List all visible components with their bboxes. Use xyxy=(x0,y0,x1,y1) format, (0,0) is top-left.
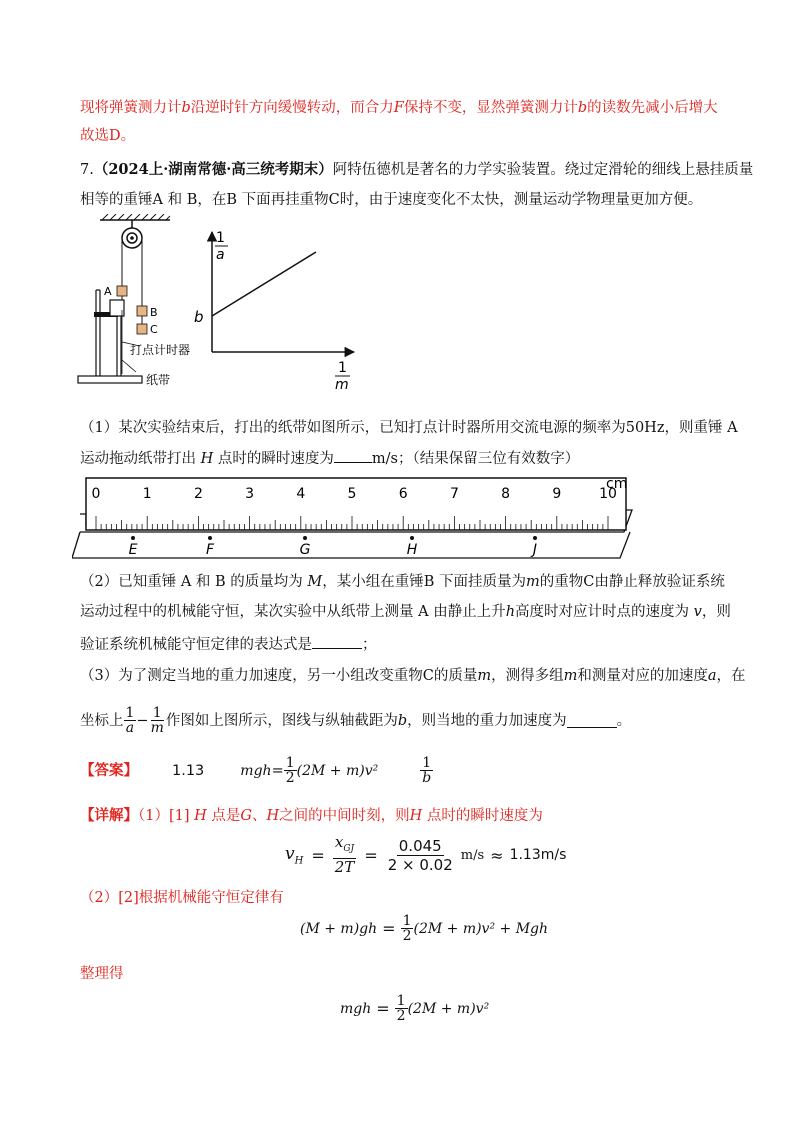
detail-text-2: 点是 xyxy=(206,808,241,824)
eq3-half xyxy=(395,994,408,1023)
answer-rhs: (2M + m)v² xyxy=(296,762,379,779)
frac-den: b xyxy=(422,770,432,786)
x-label-den: m xyxy=(335,377,349,392)
ruler-tick-label: 1 xyxy=(142,486,152,502)
var-b: b xyxy=(181,100,191,116)
tape-dot xyxy=(410,536,414,540)
ruler-tick-label: 8 xyxy=(501,486,511,502)
part2-text-1: （2）已知重锤 A 和 B 的质量均为 xyxy=(80,574,308,590)
prev-text-2: 沿逆时针方向缓慢转动，而合力 xyxy=(190,100,394,116)
answer-half xyxy=(284,756,297,785)
answer-label: 【答案】 xyxy=(80,761,138,779)
ruler-tick-label: 7 xyxy=(449,486,459,502)
detail-text-3: 、 xyxy=(251,808,267,824)
frac-den: a xyxy=(125,720,135,736)
question-stem-line-1 xyxy=(80,160,753,180)
var-a: a xyxy=(707,668,717,684)
answer-blank-2[interactable] xyxy=(312,634,362,649)
frac-num: 1 xyxy=(285,755,295,771)
ruler-tick-label: 10 xyxy=(599,486,617,502)
part3-text-1: （3）为了测定当地的重力加速度，另一小组改变重物C的质量 xyxy=(80,668,478,684)
question-stem-line-2: 相等的重锤A 和 B，在B 下面再挂重物C时，由于速度变化不太快，测量运动学物理量更加方便。 xyxy=(80,192,703,208)
var-H: H xyxy=(200,451,214,467)
fraction-1-over-m xyxy=(149,706,166,735)
eq2-lhs: (M + m)gh xyxy=(300,920,378,937)
eq1-den2: 2 × 0.02 xyxy=(387,855,453,874)
ruler-tick-label: 4 xyxy=(296,486,306,502)
answer-lhs: mgh xyxy=(240,762,272,779)
detail-label: 【详解】 xyxy=(80,807,138,824)
eq1-xsub: GJ xyxy=(343,844,355,854)
eq1-frac-1 xyxy=(333,834,357,876)
eq1-v: v xyxy=(285,843,295,864)
eq3-rhs: (2M + m)v² xyxy=(407,1000,490,1017)
eq1-x: x xyxy=(334,833,344,851)
ruler-tick-label: 2 xyxy=(193,486,203,502)
part2-line-2 xyxy=(80,602,731,622)
part1-line-2 xyxy=(80,448,579,469)
var-h: h xyxy=(505,604,516,620)
part2-line-1 xyxy=(80,572,725,592)
question-source: （2024上·湖南常德·高三统考期末） xyxy=(93,161,333,178)
answer-eq: = xyxy=(271,762,284,779)
frac-num: 1 xyxy=(396,993,406,1009)
var-H-3: H xyxy=(266,808,280,824)
part2-line-3 xyxy=(80,634,377,655)
var-v: v xyxy=(693,604,702,620)
part3-text-7: ，则当地的重力加速度为 xyxy=(407,712,567,729)
ruler-tick-label: 5 xyxy=(347,486,357,502)
question-stem-1: 阿特伍德机是著名的力学实验装置。绕过定滑轮的细线上悬挂质量 xyxy=(332,162,754,178)
frac-num: 1 xyxy=(422,755,432,771)
frac-den: m xyxy=(150,720,164,736)
part2-text-8: ； xyxy=(362,637,377,653)
part3-line-1 xyxy=(80,666,745,686)
part2-text-3: 的重物C由静止释放验证系统 xyxy=(539,574,725,590)
tape-point-label: E xyxy=(128,542,138,558)
ruler-tick-label: 6 xyxy=(398,486,408,502)
tape-label: 纸带 xyxy=(146,373,171,387)
part3-text-2: ，测得多组 xyxy=(491,668,564,684)
var-G: G xyxy=(240,808,252,824)
inverse-graph xyxy=(188,226,368,392)
label-A: A xyxy=(104,285,112,298)
detail-text-1: （1）[1] xyxy=(138,808,195,824)
part3-line-2 xyxy=(80,706,631,735)
part3-text-3: 和测量对应的加速度 xyxy=(577,668,708,684)
answer-blank-1[interactable] xyxy=(334,448,372,463)
timer-label: 打点计时器 xyxy=(130,343,191,357)
part3-text-6: 作图如上图所示，图线与纵轴截距为 xyxy=(165,712,398,729)
tape-dot xyxy=(533,536,537,540)
prev-answer-line-2: 故选D。 xyxy=(80,128,136,144)
eq2-rhs: (2M + m)v² + Mgh xyxy=(413,920,549,937)
var-b-3: b xyxy=(397,712,408,729)
eq1-lhs xyxy=(285,844,303,866)
detail-line-3: 整理得 xyxy=(80,966,124,982)
eq3-lhs: mgh xyxy=(340,1000,372,1017)
tape-dot xyxy=(208,536,212,540)
y-label-num: 1 xyxy=(216,230,225,246)
frac-den: 2 xyxy=(396,1008,406,1024)
y-label-den: a xyxy=(216,247,225,263)
fraction-1-over-a xyxy=(124,706,137,735)
answer-line xyxy=(80,756,433,785)
eq1-approx: ≈ xyxy=(490,845,504,865)
var-M: M xyxy=(307,574,323,590)
tape-dot xyxy=(131,536,135,540)
var-b-2: b xyxy=(577,100,588,116)
part2-text-2: ，某小组在重锤B 下面挂质量为 xyxy=(322,574,527,590)
prev-answer-line-1 xyxy=(80,98,718,118)
detail-text-4: 之间的中间时刻，则 xyxy=(279,808,410,824)
tape-point-label: H xyxy=(406,542,418,558)
tape-dot xyxy=(303,536,307,540)
eq1-sub: H xyxy=(294,855,304,867)
eq1-num2: 0.045 xyxy=(398,836,442,855)
var-m-2: m xyxy=(477,668,492,684)
eq1-result: 1.13m/s xyxy=(509,847,567,863)
ruler-tick-label: 3 xyxy=(245,486,255,502)
part2-text-5: 高度时对应计时点的速度为 xyxy=(515,604,694,620)
eq1-den1: 2T xyxy=(334,858,355,876)
tape-point-label: G xyxy=(299,542,311,558)
label-B: B xyxy=(150,306,158,319)
ruler-tick-label: 9 xyxy=(552,486,562,502)
prev-text-1: 现将弹簧测力计 xyxy=(80,100,182,116)
frac-num: 1 xyxy=(125,705,135,721)
ruler-tick-label: 0 xyxy=(91,486,101,502)
answer-blank-3[interactable] xyxy=(567,713,617,728)
detail-text-5: 点时的瞬时速度为 xyxy=(422,808,543,824)
graph-line xyxy=(212,252,316,316)
prev-text-3: 保持不变，显然弹簧测力计 xyxy=(403,100,578,116)
part2-text-4: 运动过程中的机械能守恒，某次实验中从纸带上测量 A 由静止上升 xyxy=(80,604,506,620)
var-m: m xyxy=(526,574,540,590)
equation-1: $v_H$ = $\frac{x_{GJ}}{2T}$ = $\frac{0.045}{2 \times 0.02}$ m/s ≈ 1.13m/s xyxy=(285,833,567,876)
detail-line-2: （2）[2]根据机械能守恒定律有 xyxy=(80,890,284,906)
detail-line-1 xyxy=(80,806,543,826)
frac-den: 2 xyxy=(402,928,412,944)
frac-num: 1 xyxy=(152,705,162,721)
answer-value-1: 1.13 xyxy=(172,762,205,779)
tape-point-label: F xyxy=(205,542,215,558)
intercept-label: b xyxy=(194,308,204,326)
tape-point-label: J xyxy=(532,542,538,558)
var-F: F xyxy=(393,100,404,116)
ruler-unit: cm xyxy=(606,476,628,492)
eq1-frac-2 xyxy=(386,837,455,874)
part1-line-1: （1）某次实验结束后，打出的纸带如图所示，已知打点计时器所用交流电源的频率为50Hz，则重锤 A xyxy=(80,420,738,436)
eq2-half xyxy=(401,914,414,943)
var-H-4: H xyxy=(409,808,423,824)
part1-text-3: m/s；（结果保留三位有效数字） xyxy=(371,451,580,467)
var-H-2: H xyxy=(194,808,207,824)
part2-text-6: ，则 xyxy=(701,604,731,620)
answer-value-3 xyxy=(420,756,433,785)
part1-text-1: 运动拖动纸带打出 xyxy=(80,451,201,467)
part3-text-5: 坐标上 xyxy=(80,712,124,729)
frac-den: 2 xyxy=(285,770,295,786)
frac-num: 1 xyxy=(402,913,412,929)
question-number: 7. xyxy=(80,162,94,178)
part3-text-4: ，在 xyxy=(716,668,746,684)
label-C: C xyxy=(150,323,158,336)
x-label-num: 1 xyxy=(338,360,347,376)
equation-3: mgh = $\frac{1}{2}$ (2M + m)v² xyxy=(340,993,490,1024)
eq1-unit: m/s xyxy=(460,847,485,863)
prev-text-4: 的读数先减小后增大 xyxy=(587,100,718,116)
dash: − xyxy=(136,712,149,729)
part1-text-2: 点时的瞬时速度为 xyxy=(213,451,334,467)
equation-2: (M + m)gh = $\frac{1}{2}$ (2M + m)v² + Mgh xyxy=(300,913,549,944)
part2-text-7: 验证系统机械能守恒定律的表达式是 xyxy=(80,637,312,653)
part3-text-8: 。 xyxy=(616,712,632,729)
ruler-figure xyxy=(72,474,642,560)
var-m-3: m xyxy=(563,668,578,684)
